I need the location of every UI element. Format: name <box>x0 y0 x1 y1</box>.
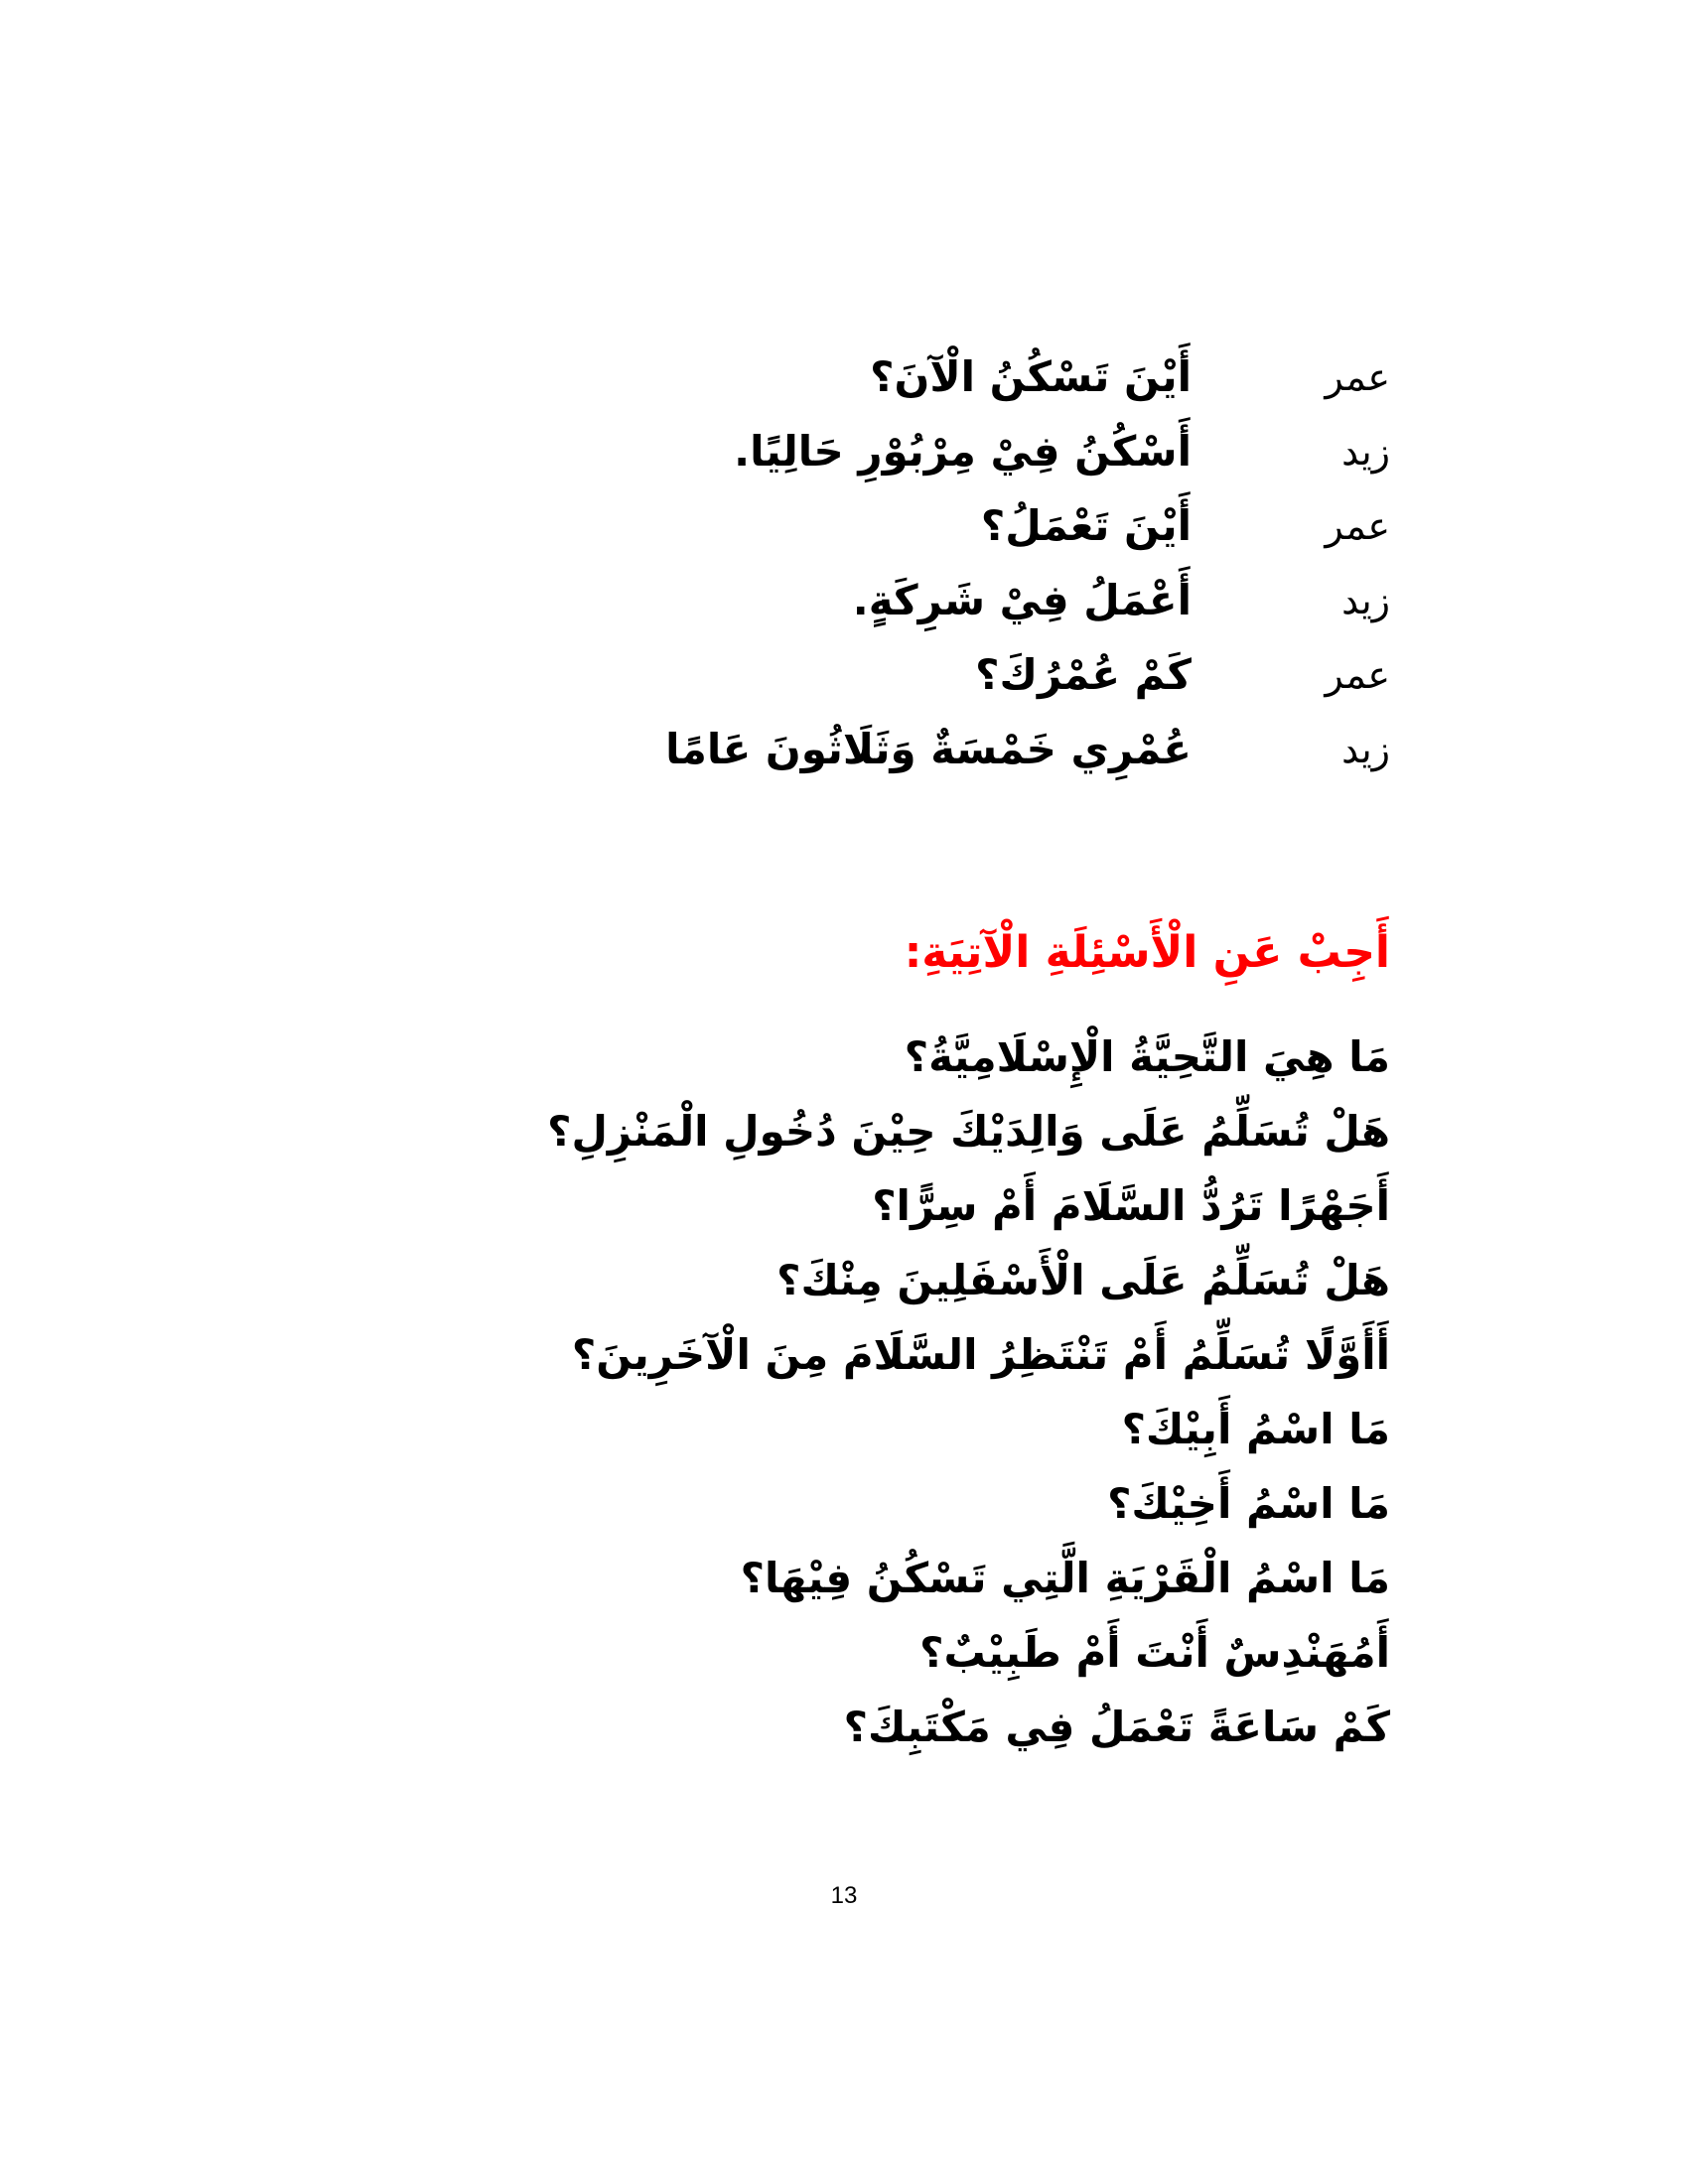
page-number: 13 <box>830 1882 858 1909</box>
dialogue-line: أَيْنَ تَعْمَلُ؟ <box>980 501 1192 550</box>
question-item: هَلْ تُسَلِّمُ عَلَى وَالِدَيْكَ حِيْنَ دُخُولِ الْمَنْزِلِ؟ <box>547 1107 1390 1156</box>
question-item: مَا هِيَ التَّحِيَّةُ الْإِسْلَامِيَّةُ؟ <box>904 1032 1390 1081</box>
speaker-name: عمر <box>1325 504 1390 548</box>
dialogue-row <box>755 571 1390 645</box>
speaker-name: عمر <box>1325 653 1390 697</box>
question-item: مَا اسْمُ الْقَرْيَةِ الَّتِي تَسْكُنُ فِيْهَا؟ <box>740 1554 1390 1602</box>
question-item: كَمْ سَاعَةً تَعْمَلُ فِي مَكْتَبِكَ؟ <box>843 1703 1390 1751</box>
speaker-name: عمر <box>1325 355 1390 399</box>
dialogue-line: عُمْرِي خَمْسَةٌ وَثَلَاثُونَ عَامًا <box>665 725 1192 773</box>
speaker-name: زيد <box>1341 728 1390 771</box>
question-item: مَا اسْمُ أَبِيْكَ؟ <box>1121 1405 1390 1453</box>
question-item: أَجَهْرًا تَرُدُّ السَّلَامَ أَمْ سِرًّا؟ <box>872 1181 1390 1230</box>
dialogue-line: أَعْمَلُ فِيْ شَرِكَةٍ. <box>852 576 1192 624</box>
dialogue-row <box>755 496 1390 571</box>
dialogue-row <box>755 347 1390 422</box>
speaker-name: زيد <box>1341 430 1390 474</box>
speaker-name: زيد <box>1341 579 1390 622</box>
dialogue <box>665 347 1390 794</box>
dialogue-line: أَيْنَ تَسْكُنُ الْآنَ؟ <box>870 352 1192 401</box>
question-item: هَلْ تُسَلِّمُ عَلَى الْأَسْفَلِينَ مِنْكَ؟ <box>776 1256 1390 1304</box>
dialogue-row <box>665 720 1390 794</box>
dialogue-line: أَسْكُنُ فِيْ مِرْبُوْرِ حَالِيًا. <box>734 427 1192 476</box>
dialogue-row <box>755 645 1390 720</box>
question-item: مَا اسْمُ أَخِيْكَ؟ <box>1107 1479 1390 1528</box>
exercise-heading: أَجِبْ عَنِ الْأَسْئِلَةِ الْآتِيَةِ: <box>904 927 1390 978</box>
question-item: أَأَوَّلًا تُسَلِّمُ أَمْ تَنْتَظِرُ السَّلَامَ مِنَ الْآخَرِينَ؟ <box>571 1330 1390 1379</box>
dialogue-row <box>734 422 1390 496</box>
question-item: أَمُهَنْدِسٌ أَنْتَ أَمْ طَبِيْبٌ؟ <box>919 1628 1390 1677</box>
question-list <box>496 1023 1390 1767</box>
dialogue-line: كَمْ عُمْرُكَ؟ <box>975 650 1192 699</box>
